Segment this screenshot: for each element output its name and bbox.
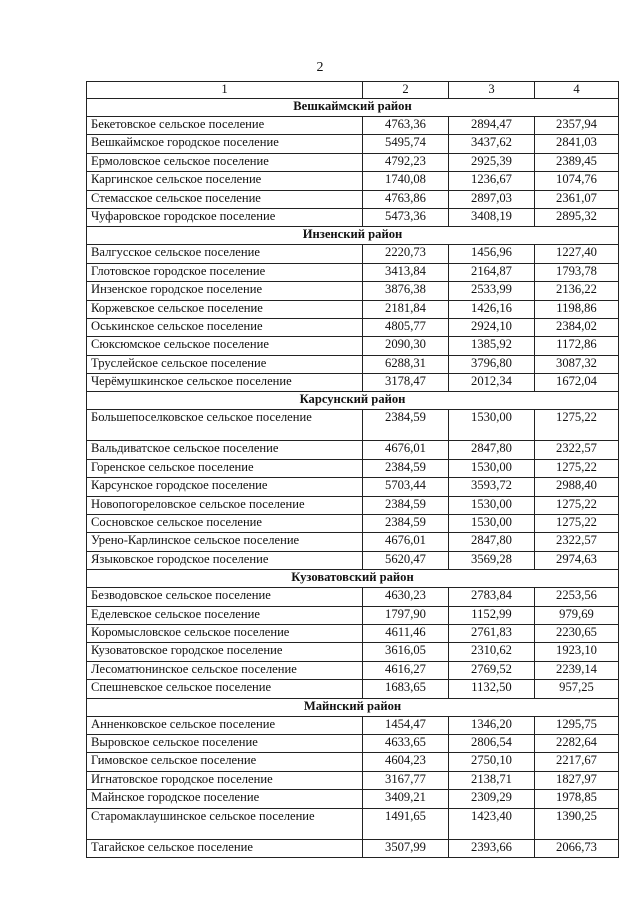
- value-col-2: 3507,99: [363, 839, 449, 857]
- value-col-2: 5703,44: [363, 478, 449, 496]
- value-col-2: 5473,36: [363, 208, 449, 226]
- value-col-2: 4763,36: [363, 117, 449, 135]
- value-col-4: 1672,04: [535, 374, 619, 392]
- value-col-3: 1152,99: [449, 606, 535, 624]
- value-col-4: 1827,97: [535, 771, 619, 789]
- value-col-2: 2384,59: [363, 515, 449, 533]
- settlement-name: Большепоселковское сельское поселение: [87, 410, 363, 441]
- value-col-4: 2282,64: [535, 734, 619, 752]
- value-col-4: 979,69: [535, 606, 619, 624]
- value-col-2: 4604,23: [363, 753, 449, 771]
- settlement-name: Безводовское сельское поселение: [87, 588, 363, 606]
- value-col-3: 1426,16: [449, 300, 535, 318]
- district-name: Карсунский район: [87, 392, 619, 410]
- settlement-name: Стемасское сельское поселение: [87, 190, 363, 208]
- table-row: [87, 117, 619, 135]
- value-col-3: 1385,92: [449, 337, 535, 355]
- table-row: [87, 624, 619, 642]
- value-col-2: 5495,74: [363, 135, 449, 153]
- table-row: [87, 808, 619, 839]
- settlement-name: Вальдиватское сельское поселение: [87, 441, 363, 459]
- value-col-4: 1275,22: [535, 515, 619, 533]
- value-col-4: 2217,67: [535, 753, 619, 771]
- value-col-2: 4805,77: [363, 318, 449, 336]
- settlement-name: Глотовское городское поселение: [87, 263, 363, 281]
- table-row: [87, 208, 619, 226]
- table-row: [87, 282, 619, 300]
- settlement-name: Сосновское сельское поселение: [87, 515, 363, 533]
- value-col-4: 1978,85: [535, 790, 619, 808]
- value-col-3: 2894,47: [449, 117, 535, 135]
- value-col-4: 957,25: [535, 680, 619, 698]
- settlement-name: Оськинское сельское поселение: [87, 318, 363, 336]
- settlement-name: Ермоловское сельское поселение: [87, 153, 363, 171]
- settlement-name: Бекетовское сельское поселение: [87, 117, 363, 135]
- settlement-name: Урено-Карлинское сельское поселение: [87, 533, 363, 551]
- value-col-2: 2090,30: [363, 337, 449, 355]
- value-col-4: 2322,57: [535, 533, 619, 551]
- value-col-2: 5620,47: [363, 551, 449, 569]
- district-name: Инзенский район: [87, 227, 619, 245]
- table-row: [87, 300, 619, 318]
- value-col-2: 4616,27: [363, 661, 449, 679]
- settlement-name: Еделевское сельское поселение: [87, 606, 363, 624]
- page-number: 2: [316, 60, 324, 75]
- table-row: [87, 680, 619, 698]
- value-col-2: 1740,08: [363, 172, 449, 190]
- value-col-4: 2974,63: [535, 551, 619, 569]
- district-header-row: [87, 698, 619, 716]
- value-col-3: 2847,80: [449, 441, 535, 459]
- value-col-3: 3796,80: [449, 355, 535, 373]
- table-row: [87, 245, 619, 263]
- settlement-name: Валгусское сельское поселение: [87, 245, 363, 263]
- value-col-3: 2924,10: [449, 318, 535, 336]
- settlement-name: Труслейское сельское поселение: [87, 355, 363, 373]
- value-col-2: 2384,59: [363, 410, 449, 441]
- value-col-3: 1423,40: [449, 808, 535, 839]
- table-row: [87, 734, 619, 752]
- district-header-row: [87, 99, 619, 117]
- value-col-3: 2761,83: [449, 624, 535, 642]
- value-col-2: 4633,65: [363, 734, 449, 752]
- value-col-4: 1074,76: [535, 172, 619, 190]
- value-col-4: 2066,73: [535, 839, 619, 857]
- settlement-name: Выровское сельское поселение: [87, 734, 363, 752]
- district-name: Майнский район: [87, 698, 619, 716]
- settlement-name: Майнское городское поселение: [87, 790, 363, 808]
- value-col-4: 1275,22: [535, 410, 619, 441]
- settlement-name: Спешневское сельское поселение: [87, 680, 363, 698]
- value-col-4: 1227,40: [535, 245, 619, 263]
- table-row: [87, 606, 619, 624]
- table-row: [87, 496, 619, 514]
- district-header-row: [87, 227, 619, 245]
- value-col-4: 2361,07: [535, 190, 619, 208]
- value-col-4: 1793,78: [535, 263, 619, 281]
- value-col-2: 3167,77: [363, 771, 449, 789]
- district-header-row: [87, 570, 619, 588]
- value-col-3: 2164,87: [449, 263, 535, 281]
- table-row: [87, 790, 619, 808]
- table-row: [87, 263, 619, 281]
- value-col-2: 4630,23: [363, 588, 449, 606]
- value-col-2: 1491,65: [363, 808, 449, 839]
- table-row: [87, 515, 619, 533]
- value-col-2: 3178,47: [363, 374, 449, 392]
- table-row: [87, 716, 619, 734]
- value-col-4: 1390,25: [535, 808, 619, 839]
- value-col-3: 1132,50: [449, 680, 535, 698]
- value-col-3: 1346,20: [449, 716, 535, 734]
- value-col-3: 2897,03: [449, 190, 535, 208]
- value-col-4: 2322,57: [535, 441, 619, 459]
- data-table: [86, 81, 619, 858]
- value-col-3: 2012,34: [449, 374, 535, 392]
- district-header-row: [87, 392, 619, 410]
- header-cell: 1: [87, 82, 363, 99]
- value-col-4: 1198,86: [535, 300, 619, 318]
- header-row: [87, 82, 619, 99]
- table-row: [87, 153, 619, 171]
- value-col-4: 2841,03: [535, 135, 619, 153]
- value-col-3: 2533,99: [449, 282, 535, 300]
- settlement-name: Игнатовское городское поселение: [87, 771, 363, 789]
- value-col-3: 2310,62: [449, 643, 535, 661]
- settlement-name: Старомаклаушинское сельское поселение: [87, 808, 363, 839]
- value-col-4: 1172,86: [535, 337, 619, 355]
- value-col-2: 3876,38: [363, 282, 449, 300]
- value-col-3: 1530,00: [449, 496, 535, 514]
- value-col-2: 4676,01: [363, 533, 449, 551]
- value-col-4: 2357,94: [535, 117, 619, 135]
- value-col-2: 1454,47: [363, 716, 449, 734]
- settlement-name: Лесоматюнинское сельское поселение: [87, 661, 363, 679]
- value-col-3: 2925,39: [449, 153, 535, 171]
- value-col-3: 3569,28: [449, 551, 535, 569]
- value-col-4: 2239,14: [535, 661, 619, 679]
- settlement-name: Горенское сельское поселение: [87, 459, 363, 477]
- value-col-3: 1456,96: [449, 245, 535, 263]
- value-col-2: 1683,65: [363, 680, 449, 698]
- value-col-3: 3593,72: [449, 478, 535, 496]
- value-col-3: 2393,66: [449, 839, 535, 857]
- value-col-4: 1275,22: [535, 459, 619, 477]
- value-col-4: 2384,02: [535, 318, 619, 336]
- value-col-2: 3616,05: [363, 643, 449, 661]
- table-row: [87, 533, 619, 551]
- table-row: [87, 337, 619, 355]
- value-col-2: 4763,86: [363, 190, 449, 208]
- table-row: [87, 459, 619, 477]
- value-col-3: 1236,67: [449, 172, 535, 190]
- table-row: [87, 839, 619, 857]
- table-row: [87, 478, 619, 496]
- table-row: [87, 318, 619, 336]
- value-col-4: 2253,56: [535, 588, 619, 606]
- settlement-name: Тагайское сельское поселение: [87, 839, 363, 857]
- value-col-3: 2750,10: [449, 753, 535, 771]
- value-col-4: 1275,22: [535, 496, 619, 514]
- settlement-name: Карсунское городское поселение: [87, 478, 363, 496]
- value-col-2: 2220,73: [363, 245, 449, 263]
- value-col-2: 1797,90: [363, 606, 449, 624]
- value-col-4: 1295,75: [535, 716, 619, 734]
- table-row: [87, 441, 619, 459]
- settlement-name: Коромысловское сельское поселение: [87, 624, 363, 642]
- table-row: [87, 355, 619, 373]
- value-col-2: 2181,84: [363, 300, 449, 318]
- value-col-3: 1530,00: [449, 459, 535, 477]
- settlement-name: Коржевское сельское поселение: [87, 300, 363, 318]
- settlement-name: Языковское городское поселение: [87, 551, 363, 569]
- table-row: [87, 551, 619, 569]
- value-col-2: 3409,21: [363, 790, 449, 808]
- settlement-name: Каргинское сельское поселение: [87, 172, 363, 190]
- district-name: Вешкаймский район: [87, 99, 619, 117]
- value-col-4: 2230,65: [535, 624, 619, 642]
- table-row: [87, 661, 619, 679]
- value-col-3: 2769,52: [449, 661, 535, 679]
- table-row: [87, 643, 619, 661]
- table-row: [87, 135, 619, 153]
- settlement-name: Сюксюмское сельское поселение: [87, 337, 363, 355]
- value-col-2: 4676,01: [363, 441, 449, 459]
- value-col-4: 3087,32: [535, 355, 619, 373]
- header-cell: 2: [363, 82, 449, 99]
- value-col-4: 2988,40: [535, 478, 619, 496]
- table-row: [87, 410, 619, 441]
- settlement-name: Гимовское сельское поселение: [87, 753, 363, 771]
- table-row: [87, 753, 619, 771]
- table-row: [87, 172, 619, 190]
- value-col-3: 2138,71: [449, 771, 535, 789]
- value-col-2: 6288,31: [363, 355, 449, 373]
- table-body: [87, 82, 619, 858]
- table-row: [87, 588, 619, 606]
- settlement-name: Черёмушкинское сельское поселение: [87, 374, 363, 392]
- value-col-2: 2384,59: [363, 496, 449, 514]
- value-col-2: 2384,59: [363, 459, 449, 477]
- settlement-name: Инзенское городское поселение: [87, 282, 363, 300]
- table-row: [87, 374, 619, 392]
- value-col-2: 3413,84: [363, 263, 449, 281]
- value-col-3: 2847,80: [449, 533, 535, 551]
- header-cell: 4: [535, 82, 619, 99]
- settlement-name: Кузоватовское городское поселение: [87, 643, 363, 661]
- settlement-name: Вешкаймское городское поселение: [87, 135, 363, 153]
- value-col-3: 2806,54: [449, 734, 535, 752]
- value-col-4: 2136,22: [535, 282, 619, 300]
- value-col-4: 2389,45: [535, 153, 619, 171]
- value-col-3: 3437,62: [449, 135, 535, 153]
- value-col-3: 2309,29: [449, 790, 535, 808]
- table-row: [87, 190, 619, 208]
- settlement-name: Новопогореловское сельское поселение: [87, 496, 363, 514]
- value-col-3: 1530,00: [449, 410, 535, 441]
- table-row: [87, 771, 619, 789]
- value-col-4: 2895,32: [535, 208, 619, 226]
- value-col-3: 2783,84: [449, 588, 535, 606]
- value-col-2: 4611,46: [363, 624, 449, 642]
- settlement-name: Анненковское сельское поселение: [87, 716, 363, 734]
- value-col-3: 1530,00: [449, 515, 535, 533]
- value-col-3: 3408,19: [449, 208, 535, 226]
- district-name: Кузоватовский район: [87, 570, 619, 588]
- header-cell: 3: [449, 82, 535, 99]
- value-col-4: 1923,10: [535, 643, 619, 661]
- settlement-name: Чуфаровское городское поселение: [87, 208, 363, 226]
- value-col-2: 4792,23: [363, 153, 449, 171]
